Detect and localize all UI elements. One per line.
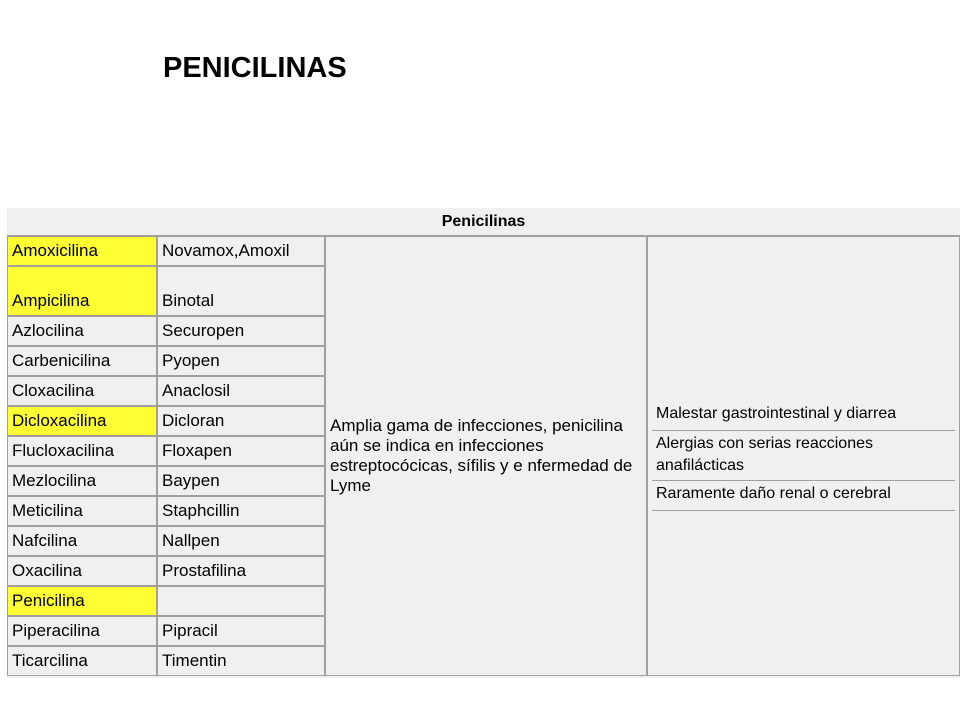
drug-name-cell: Azlocilina bbox=[7, 316, 157, 346]
table-header: Penicilinas bbox=[7, 208, 960, 236]
brand-name-cell: Staphcillin bbox=[157, 496, 325, 526]
drug-name-cell: Piperacilina bbox=[7, 616, 157, 646]
brand-name-cell bbox=[157, 586, 325, 616]
drug-name-cell: Dicloxacilina bbox=[7, 406, 157, 436]
brand-name-cell: Novamox,Amoxil bbox=[157, 236, 325, 266]
brand-name-cell: Anaclosil bbox=[157, 376, 325, 406]
drug-name-cell: Meticilina bbox=[7, 496, 157, 526]
table-row bbox=[7, 236, 960, 266]
brand-name-cell: Pipracil bbox=[157, 616, 325, 646]
brand-name-cell: Pyopen bbox=[157, 346, 325, 376]
table-bottom-edge bbox=[7, 678, 960, 684]
penicillin-table bbox=[7, 208, 960, 676]
side-effect-item: Raramente daño renal o cerebral bbox=[652, 481, 955, 511]
brand-name-cell: Dicloran bbox=[157, 406, 325, 436]
side-effect-item: Malestar gastrointestinal y diarrea bbox=[652, 401, 955, 431]
uses-cell: Amplia gama de infecciones, penicilina aún se indica en infecciones estreptocócicas, sífilis y e nfermedad de Lyme bbox=[325, 236, 647, 676]
table-body bbox=[7, 236, 960, 676]
drug-name-cell: Carbenicilina bbox=[7, 346, 157, 376]
brand-name-cell: Prostafilina bbox=[157, 556, 325, 586]
drug-name-cell: Ticarcilina bbox=[7, 646, 157, 676]
drug-name-cell: Penicilina bbox=[7, 586, 157, 616]
penicillin-table-panel bbox=[7, 208, 960, 678]
side-effect-item: Alergias con serias reacciones anafilácticas bbox=[652, 431, 955, 481]
brand-name-cell: Baypen bbox=[157, 466, 325, 496]
drug-name-cell: Amoxicilina bbox=[7, 236, 157, 266]
drug-name-cell: Ampicilina bbox=[7, 266, 157, 316]
brand-name-cell: Binotal bbox=[157, 266, 325, 316]
drug-name-cell: Nafcilina bbox=[7, 526, 157, 556]
drug-name-cell: Cloxacilina bbox=[7, 376, 157, 406]
drug-name-cell: Mezlocilina bbox=[7, 466, 157, 496]
drug-name-cell: Flucloxacilina bbox=[7, 436, 157, 466]
brand-name-cell: Floxapen bbox=[157, 436, 325, 466]
brand-name-cell: Securopen bbox=[157, 316, 325, 346]
side-effects-cell bbox=[647, 236, 960, 676]
slide-title: PENICILINAS bbox=[163, 52, 347, 84]
brand-name-cell: Nallpen bbox=[157, 526, 325, 556]
drug-name-cell: Oxacilina bbox=[7, 556, 157, 586]
brand-name-cell: Timentin bbox=[157, 646, 325, 676]
